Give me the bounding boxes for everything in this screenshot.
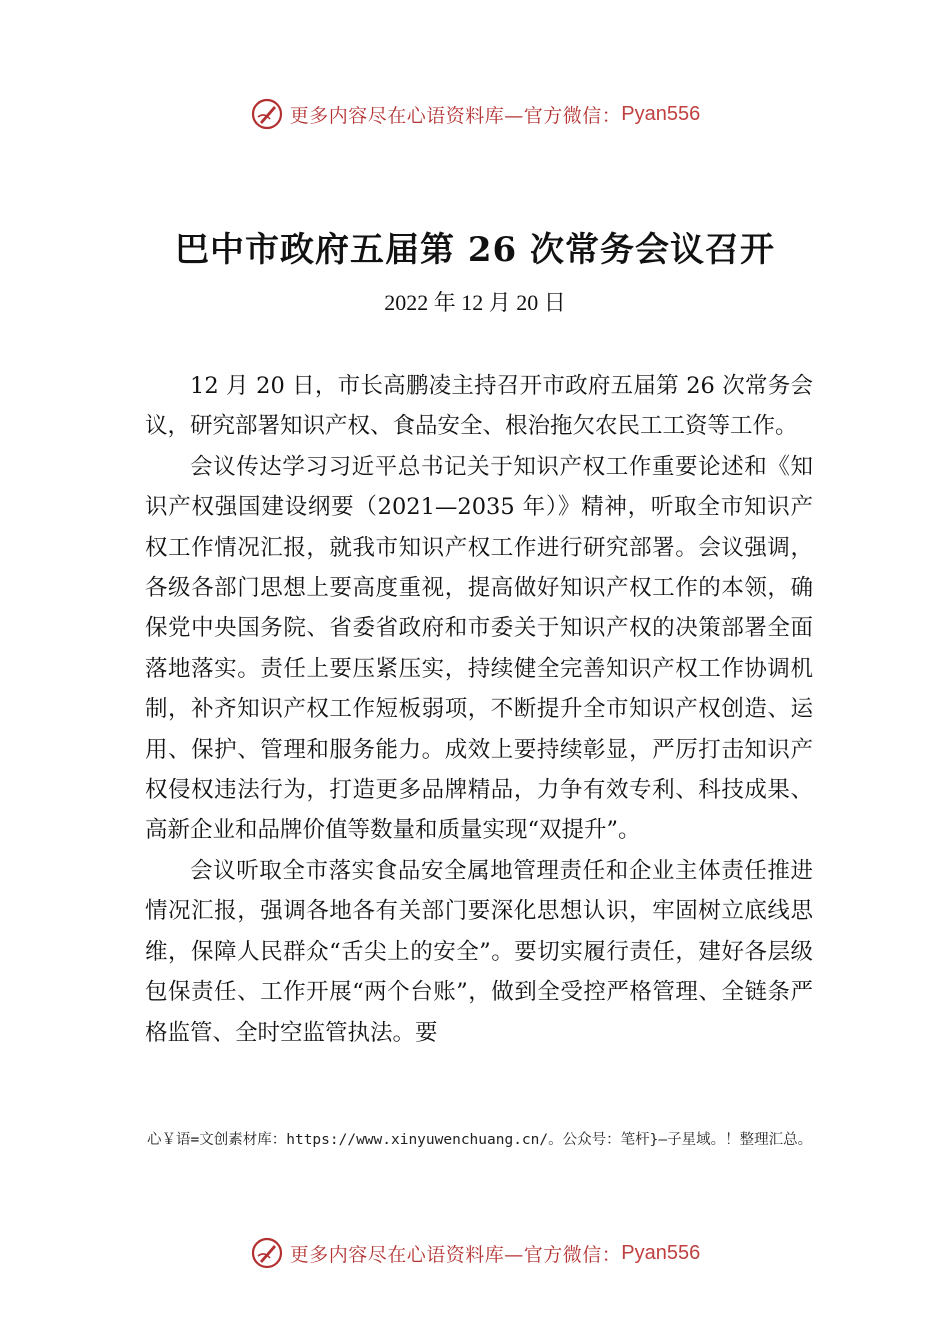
footer-banner bbox=[0, 1233, 950, 1273]
document-title: 巴中市政府五届第 26 次常务会议召开 bbox=[175, 230, 775, 270]
header-banner bbox=[0, 94, 950, 134]
paragraph: 12 月 20 日，市长高鹏凌主持召开市政府五届第 26 次常务会议，研究部署知识产权、食品安全、根治拖欠农民工工资等工作。 bbox=[145, 373, 813, 440]
source-note: 心￥语=文创素材库：https://www.xinyuwenchuang.cn/。公众号：笔杆}—子星域。！整理汇总。 bbox=[147, 1132, 813, 1148]
banner-wechat-id: Pyan556 bbox=[621, 1241, 701, 1264]
quill-seal-icon bbox=[250, 1236, 284, 1270]
paragraph: 会议传达学习习近平总书记关于知识产权工作重要论述和《知识产权强国建设纲要（2021—2035 年）》精神，听取全市知识产权工作情况汇报，就我市知识产权工作进行研究部署。会议强调，各级各部门思想上要高度重视，提高做好知识产权工作的本领，确保党中央国务院、省委省政府和市委关于知识产权的决策部署全面落地落实。责任上要压紧压实，持续健全完善知识产权工作协调机制，补齐知识产权工作短板弱项，不断提升全市知识产权创造、运用、保护、管理和服务能力。成效上要持续彰显，严厉打击知识产权侵权违法行为，打造更多品牌精品，力争有效专利、科技成果、高新企业和品牌价值等数量和质量实现“双提升”。 bbox=[145, 453, 813, 844]
quill-seal-icon bbox=[250, 97, 284, 131]
banner-text: 更多内容尽在心语资料库—官方微信： bbox=[289, 1243, 622, 1266]
paragraph: 会议听取全市落实食品安全属地管理责任和企业主体责任推进情况汇报，强调各地各有关部门要深化思想认识，牢固树立底线思维，保障人民群众“舌尖上的安全”。要切实履行责任，建好各层级包保责任、工作开展“两个台账”，做到全受控严格管理、全链条严格监管、全时空监管执法。要 bbox=[145, 857, 813, 1046]
banner-text: 更多内容尽在心语资料库—官方微信： bbox=[289, 104, 622, 127]
banner-wechat-id: Pyan556 bbox=[621, 102, 701, 125]
document-body bbox=[145, 366, 813, 1053]
document-date: 2022 年 12 月 20 日 bbox=[384, 290, 566, 315]
